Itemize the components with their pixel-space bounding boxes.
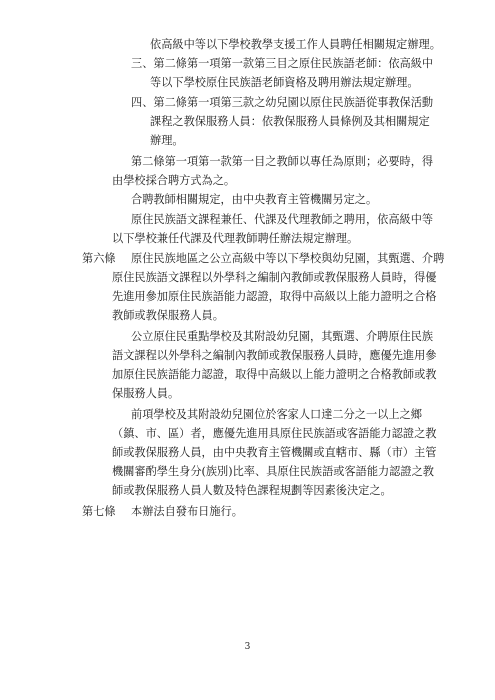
text-line: 辦理。 [150,134,184,147]
text-line: 課程之教保服務人員：依教保服務人員條例及其相關規定 [150,115,430,128]
text-line: 依高級中等以下學校教學支援工作人員聘任相關規定辦理。 [150,38,441,51]
text-line: 本辦法自發布日施行。 [131,505,243,518]
text-line: 先進用參加原住民族語能力認證，取得中高級以上能力證明之合格 [112,290,437,303]
text-line: 教師或教保服務人員。 [112,309,224,322]
text-line: 師或教保服務人員人數及特色課程規劃等因素後決定之。 [112,484,392,497]
text-line: 師或教保服務人員，由中央教育主管機關或直轄市、縣（市）主管 [112,446,437,459]
text-line: 合聘教師相關規定，由中央教育主管機關另定之。 [131,193,378,206]
article-label: 第七條 [82,505,116,518]
text-line: 機關審酌學生身分(族別)比率、具原住民族語或客語能力認證之教 [112,465,434,478]
text-line: 保服務人員。 [112,387,180,400]
text-line: 前項學校及其附設幼兒園位於客家人口達二分之一以上之鄉 [131,408,422,421]
text-line: 三、第二條第一項第一款第三目之原住民族語老師：依高級中 [131,57,434,70]
text-line: 等以下學校原住民族語老師資格及聘用辦法規定辦理。 [150,76,419,89]
text-line: 第二條第一項第一款第一目之教師以專任為原則；必要時，得 [131,155,434,168]
text-line: 原住民族地區之公立高級中等以下學校與幼兒園，其甄選、介聘 [131,252,445,265]
text-line: 四、第二條第一項第三款之幼兒園以原住民族語從事教保活動 [131,96,434,109]
text-line: 公立原住民重點學校及其附設幼兒園，其甄選、介聘原住民族 [131,330,434,343]
page-number: 3 [244,642,251,652]
text-line: 加原住民族語能力認證，取得中高級以上能力證明之合格教師或教 [112,368,437,381]
text-line: 由學校採合聘方式為之。 [112,174,236,187]
text-line: 以下學校兼任代課及代理教師聘任辦法規定辦理。 [112,232,359,245]
text-line: 語文課程以外學科之編制內教師或教保服務人員時，應優先進用參 [112,349,437,362]
article-label: 第六條 [82,252,116,265]
text-line: 原住民族語文課程兼任、代課及代理教師之聘用，依高級中等 [131,213,434,226]
text-line: （鎮、市、區）者，應優先進用具原住民族語或客語能力認證之教 [112,427,437,440]
text-line: 原住民族語文課程以外學科之編制內教師或教保服務人員時，得優 [112,271,437,284]
